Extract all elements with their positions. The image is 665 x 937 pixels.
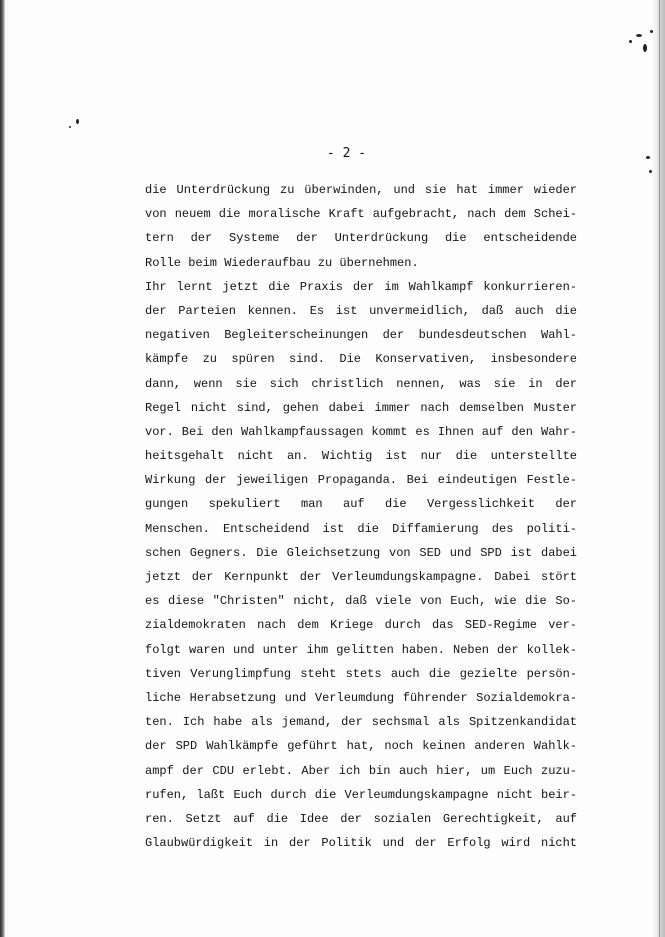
text-line: liche Herabsetzung und Verleumdung führender Sozialdemokra- — [145, 690, 577, 705]
text-line: es diese "Christen" nicht, daß viele von Euch, wie die So- — [145, 594, 577, 609]
text-line: Ihr lernt jetzt die Praxis der im Wahlkampf konkurrieren- — [145, 279, 577, 294]
text-line: vor. Bei den Wahlkampfaussagen kommt es Ihnen auf den Wahr- — [145, 424, 577, 439]
text-line: heitsgehalt nicht an. Wichtig ist nur die unterstellte — [145, 449, 577, 464]
text-line: der SPD Wahlkämpfe geführt hat, noch keinen anderen Wahlk- — [145, 739, 577, 754]
text-line: Wirkung der jeweiligen Propaganda. Bei eindeutigen Festle- — [145, 473, 577, 488]
scan-speck — [629, 40, 632, 43]
scan-speck — [69, 126, 71, 128]
text-line: kämpfe zu spüren sind. Die Konservativen, insbesondere — [145, 352, 577, 367]
text-line: Glaubwürdigkeit in der Politik und der Erfolg wird nicht — [145, 836, 577, 851]
scan-right-edge-line — [659, 0, 660, 937]
text-line: die Unterdrückung zu überwinden, und sie hat immer wieder — [145, 183, 577, 197]
text-line: schen Gegners. Die Gleichsetzung von SED und SPD ist dabei — [145, 545, 577, 560]
text-line: Menschen. Entscheidend ist die Diffamierung des politi- — [145, 521, 577, 536]
page-number: - 2 - — [326, 146, 367, 161]
text-line: zialdemokraten nach dem Kriege durch das SED-Regime ver- — [145, 618, 577, 633]
scan-left-edge — [0, 0, 5, 937]
text-line: von neuem die moralische Kraft aufgebracht, nach dem Schei- — [145, 207, 577, 222]
text-line: der Parteien kennen. Es ist unvermeidlich, daß auch die — [145, 303, 577, 318]
text-line: Rolle beim Wiederaufbau zu übernehmen. — [145, 255, 419, 270]
scan-speck — [649, 170, 652, 173]
body-text — [145, 178, 577, 855]
text-line: jetzt der Kernpunkt der Verleumdungskampagne. Dabei stört — [145, 570, 577, 584]
text-line: folgt waren und unter ihm gelitten haben. Neben der kollek- — [145, 642, 577, 657]
text-line: rufen, laßt Euch durch die Verleumdungskampagne nicht beir- — [145, 787, 577, 802]
text-line: ten. Ich habe als jemand, der sechsmal als Spitzenkandidat — [145, 715, 577, 730]
scan-speck — [76, 119, 79, 124]
text-line: tiven Verunglimpfung steht stets auch die gezielte persön- — [145, 666, 577, 681]
text-line: negativen Begleiterscheinungen der bundesdeutschen Wahl- — [145, 328, 577, 343]
scan-speck — [643, 44, 647, 52]
text-line: gungen spekuliert man auf die Vergesslichkeit der — [145, 497, 577, 512]
text-line: Regel nicht sind, gehen dabei immer nach demselben Muster — [145, 400, 577, 415]
text-line: tern der Systeme der Unterdrückung die entscheidende — [145, 231, 577, 246]
scan-speck — [650, 30, 653, 33]
text-line: dann, wenn sie sich christlich nennen, was sie in der — [145, 376, 577, 391]
scan-right-edge — [651, 0, 665, 937]
text-line: ren. Setzt auf die Idee der sozialen Gerechtigkeit, auf — [145, 811, 577, 826]
scan-speck — [636, 34, 642, 37]
text-line: ampf der CDU erlebt. Aber ich bin auch hier, um Euch zuzu- — [145, 763, 577, 778]
